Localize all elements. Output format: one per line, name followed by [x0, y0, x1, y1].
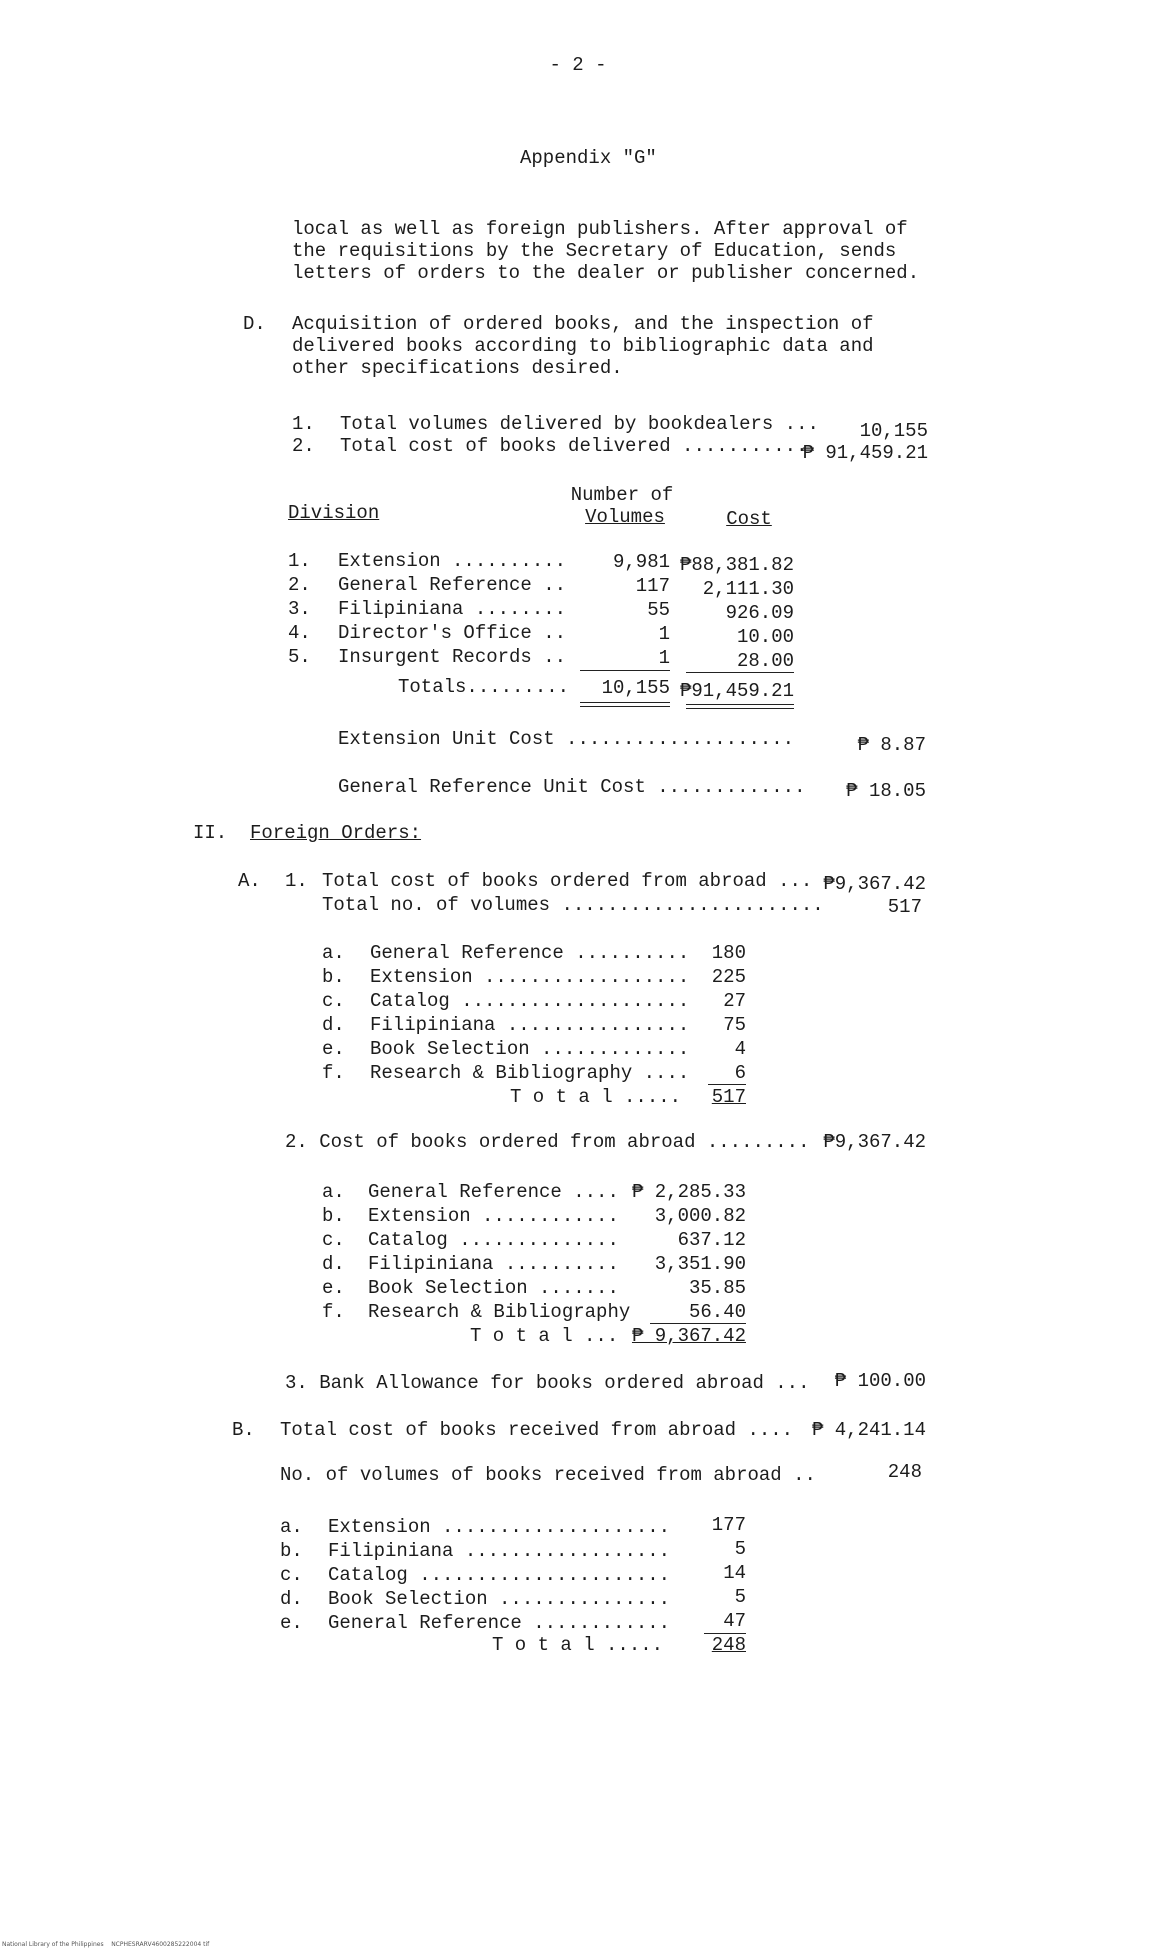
a1-row-f-value: 6 — [734, 1062, 746, 1084]
part-a-item-1-num: 1. — [285, 870, 308, 892]
part-b-value: ₱ 4,241.14 — [811, 1419, 926, 1441]
a2-total-value: ₱ 9,367.42 — [631, 1325, 746, 1347]
section-d-item-2-text: Total cost of books delivered ........... — [340, 435, 808, 457]
cost-total-rule-1 — [686, 704, 794, 705]
b-row-b-value: 5 — [734, 1538, 746, 1560]
b-row-a-name: Extension .................... — [328, 1516, 671, 1538]
b-total-value: 248 — [711, 1634, 746, 1656]
part-a-item-3-text: 3. Bank Allowance for books ordered abroad ... — [285, 1372, 810, 1394]
a2-row-d-letter: d. — [322, 1253, 345, 1275]
general-reference-unit-cost-value: ₱ 18.05 — [846, 780, 926, 802]
a1-row-a-letter: a. — [322, 942, 345, 964]
division-row-2-name: General Reference .. — [338, 574, 567, 596]
division-row-5-name: Insurgent Records .. — [338, 646, 567, 668]
division-row-4-num: 4. — [288, 622, 311, 644]
extension-unit-cost-value: ₱ 8.87 — [857, 734, 926, 756]
a2-row-c-value: 637.12 — [677, 1229, 746, 1251]
section-d-line-1: Acquisition of ordered books, and the inspection of — [292, 313, 874, 335]
division-row-5-cost: 28.00 — [736, 650, 794, 672]
a2-row-b-letter: b. — [322, 1205, 345, 1227]
general-reference-unit-cost-label: General Reference Unit Cost ............. — [338, 776, 806, 798]
division-row-1-num: 1. — [288, 550, 311, 572]
cost-total-rule-2 — [686, 708, 794, 709]
a2-row-f-letter: f. — [322, 1301, 345, 1323]
section-d-item-1-num: 1. — [292, 413, 315, 435]
section-ii-title: Foreign Orders: — [250, 822, 422, 844]
cost-sum-rule — [686, 672, 794, 673]
a1-row-a-name: General Reference .......... — [370, 942, 690, 964]
a1-row-b-letter: b. — [322, 966, 345, 988]
division-row-2-volumes: 117 — [635, 575, 670, 597]
part-a-item-2-value: ₱9,367.42 — [823, 1131, 926, 1153]
a2-row-e-letter: e. — [322, 1277, 345, 1299]
a1-sum-rule — [708, 1084, 746, 1085]
page-number: - 2 - — [549, 54, 607, 76]
b-row-a-value: 177 — [711, 1514, 746, 1536]
a2-row-d-value: 3,351.90 — [654, 1253, 746, 1275]
a2-row-e-name: Book Selection ....... — [368, 1277, 619, 1299]
header-volumes: Volumes — [585, 506, 665, 528]
b-row-d-value: 5 — [734, 1586, 746, 1608]
intro-line-2: the requisitions by the Secretary of Education, sends — [292, 240, 897, 262]
a1-row-c-name: Catalog .................... — [370, 990, 690, 1012]
b-row-b-letter: b. — [280, 1540, 303, 1562]
header-number-of: Number of — [570, 484, 674, 506]
a1-row-e-letter: e. — [322, 1038, 345, 1060]
part-a-label: A. — [238, 870, 261, 892]
archive-footer: National Library of the Philippines NCPHESRARV4600285222004 tif — [2, 1941, 210, 1948]
totals-volumes: 10,155 — [601, 677, 670, 699]
part-a-volumes-value: 517 — [887, 896, 922, 918]
division-row-3-cost: 926.09 — [725, 602, 794, 624]
b-row-c-letter: c. — [280, 1564, 303, 1586]
a1-row-c-letter: c. — [322, 990, 345, 1012]
division-row-4-name: Director's Office .. — [338, 622, 567, 644]
a2-row-e-value: 35.85 — [688, 1277, 746, 1299]
part-a-item-2-text: 2. Cost of books ordered from abroad ......... — [285, 1131, 810, 1153]
intro-line-3: letters of orders to the dealer or publisher concerned. — [292, 262, 920, 284]
a1-row-b-name: Extension .................. — [370, 966, 690, 988]
b-row-e-value: 47 — [723, 1610, 746, 1632]
division-row-4-volumes: 1 — [658, 623, 670, 645]
a2-total-label: T o t a l ... — [470, 1325, 619, 1347]
a2-row-b-name: Extension ............ — [368, 1205, 619, 1227]
a1-row-b-value: 225 — [711, 966, 746, 988]
b-row-d-letter: d. — [280, 1588, 303, 1610]
section-d-item-2-num: 2. — [292, 435, 315, 457]
division-row-1-volumes: 9,981 — [612, 551, 670, 573]
division-row-2-cost: 2,111.30 — [702, 578, 794, 600]
part-a-item-1-text: Total cost of books ordered from abroad ... — [322, 870, 813, 892]
b-row-a-letter: a. — [280, 1516, 303, 1538]
a2-row-f-name: Research & Bibliography — [368, 1301, 631, 1323]
a1-total-label: T o t a l ..... — [510, 1086, 682, 1108]
volumes-total-rule-2 — [580, 706, 670, 707]
a1-row-e-value: 4 — [734, 1038, 746, 1060]
part-a-volumes-label: Total no. of volumes ....................... — [322, 894, 824, 916]
part-b-volumes-value: 248 — [887, 1461, 922, 1483]
a2-row-b-value: 3,000.82 — [654, 1205, 746, 1227]
b-row-c-value: 14 — [723, 1562, 746, 1584]
a1-row-d-letter: d. — [322, 1014, 345, 1036]
appendix-heading: Appendix "G" — [520, 147, 657, 169]
volumes-sum-rule — [580, 670, 670, 671]
division-row-2-num: 2. — [288, 574, 311, 596]
a2-row-a-letter: a. — [322, 1181, 345, 1203]
part-b-label: B. — [232, 1419, 255, 1441]
part-b-text: Total cost of books received from abroad .... — [280, 1419, 794, 1441]
a1-total-value: 517 — [711, 1086, 746, 1108]
section-d-item-1-text: Total volumes delivered by bookdealers ... — [340, 413, 819, 435]
a1-row-f-name: Research & Bibliography .... — [370, 1062, 690, 1084]
totals-cost: ₱91,459.21 — [679, 680, 794, 702]
section-d-line-3: other specifications desired. — [292, 357, 623, 379]
part-b-volumes-label: No. of volumes of books received from abroad .. — [280, 1464, 816, 1486]
a1-row-c-value: 27 — [723, 990, 746, 1012]
b-row-e-letter: e. — [280, 1612, 303, 1634]
b-total-label: T o t a l ..... — [492, 1634, 664, 1656]
a1-row-d-value: 75 — [723, 1014, 746, 1036]
section-d-label: D. — [243, 313, 266, 335]
b-row-d-name: Book Selection ............... — [328, 1588, 671, 1610]
a2-row-c-name: Catalog .............. — [368, 1229, 619, 1251]
a2-row-c-letter: c. — [322, 1229, 345, 1251]
section-ii-label: II. — [193, 822, 228, 844]
a1-row-e-name: Book Selection ............. — [370, 1038, 690, 1060]
division-row-4-cost: 10.00 — [736, 626, 794, 648]
division-row-1-cost: ₱88,381.82 — [679, 554, 794, 576]
a1-row-f-letter: f. — [322, 1062, 345, 1084]
b-row-e-name: General Reference ............ — [328, 1612, 671, 1634]
division-row-5-volumes: 1 — [658, 647, 670, 669]
section-d-line-2: delivered books according to bibliographic data and — [292, 335, 874, 357]
intro-line-1: local as well as foreign publishers. After approval of — [292, 218, 908, 240]
a2-row-a-name: General Reference .... — [368, 1181, 619, 1203]
section-d-item-1-value: 10,155 — [859, 420, 928, 442]
division-row-3-volumes: 55 — [647, 599, 670, 621]
part-a-item-3-value: ₱ 100.00 — [834, 1370, 926, 1392]
volumes-total-rule-1 — [580, 702, 670, 703]
section-d-item-2-value: ₱ 91,459.21 — [802, 442, 928, 464]
b-row-c-name: Catalog ...................... — [328, 1564, 671, 1586]
extension-unit-cost-label: Extension Unit Cost .................... — [338, 728, 795, 750]
header-cost: Cost — [726, 508, 772, 530]
totals-label: Totals......... — [398, 676, 570, 698]
b-row-b-name: Filipiniana .................. — [328, 1540, 671, 1562]
a2-row-f-value: 56.40 — [688, 1301, 746, 1323]
header-division: Division — [288, 502, 380, 524]
a2-row-a-value: ₱ 2,285.33 — [631, 1181, 746, 1203]
division-row-3-num: 3. — [288, 598, 311, 620]
part-a-item-1-value: ₱9,367.42 — [823, 873, 926, 895]
division-row-1-name: Extension .......... — [338, 550, 567, 572]
a2-sum-rule — [650, 1323, 746, 1324]
division-row-5-num: 5. — [288, 646, 311, 668]
a1-row-d-name: Filipiniana ................ — [370, 1014, 690, 1036]
a1-row-a-value: 180 — [711, 942, 746, 964]
a2-row-d-name: Filipiniana .......... — [368, 1253, 619, 1275]
division-row-3-name: Filipiniana ........ — [338, 598, 567, 620]
